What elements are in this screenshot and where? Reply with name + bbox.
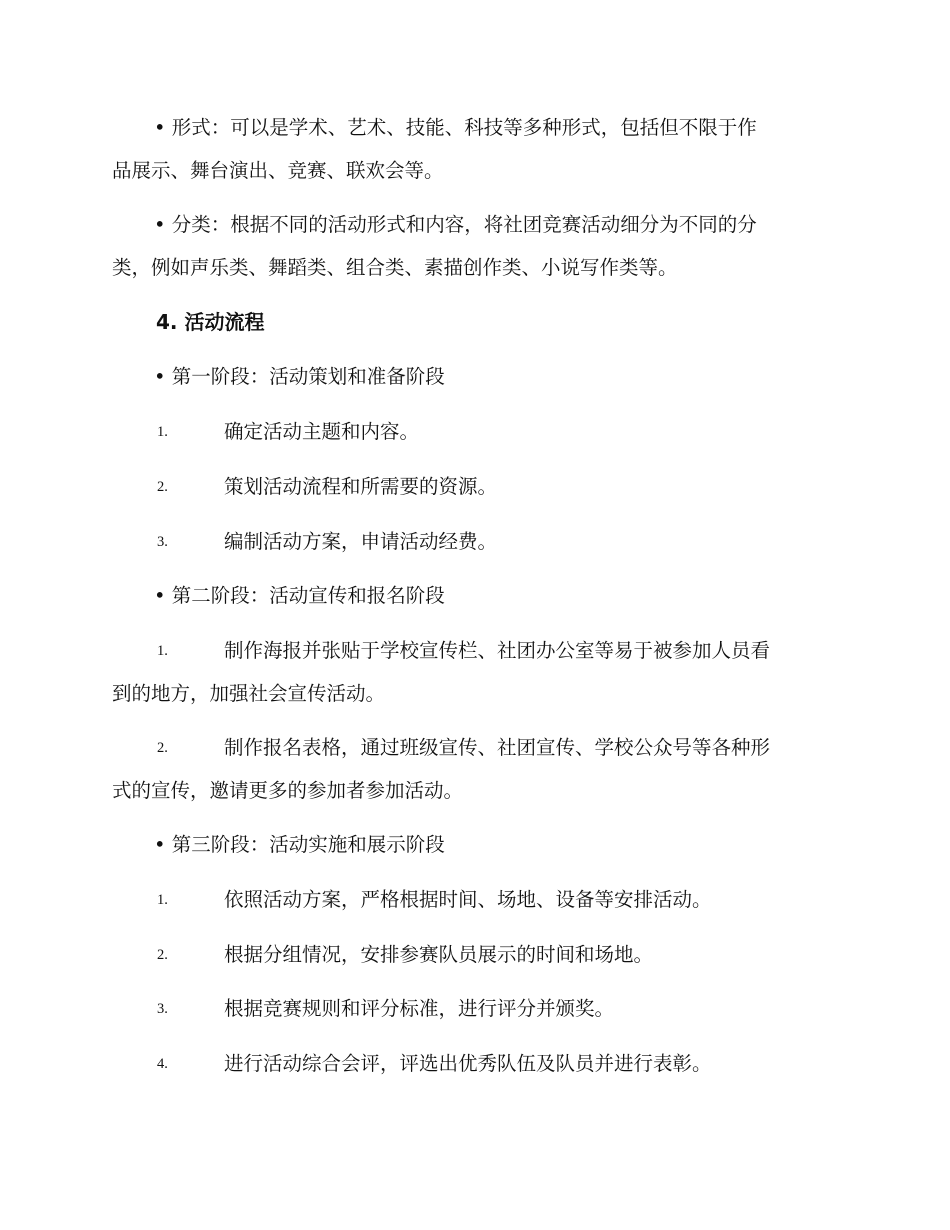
list-item-text: 制作海报并张贴于学校宣传栏、社团办公室等易于被参加人员看: [224, 639, 771, 662]
list-item-text: 依照活动方案，严格根据时间、场地、设备等安排活动。: [224, 888, 712, 911]
category-paragraph-line-2: 类，例如声乐类、舞蹈类、组合类、素描创作类、小说写作类等。: [112, 256, 678, 279]
stage1-title: • 第一阶段：活动策划和准备阶段: [154, 365, 445, 388]
list-item-text: 进行活动综合会评，评选出优秀队伍及队员并进行表彰。: [224, 1052, 712, 1075]
category-paragraph-line-1: • 分类：根据不同的活动形式和内容，将社团竞赛活动细分为不同的分: [154, 213, 757, 236]
stage3-title: • 第三阶段：活动实施和展示阶段: [154, 833, 445, 856]
list-item-continuation: 式的宣传，邀请更多的参加者参加活动。: [112, 779, 464, 802]
list-item-number: 2.: [157, 740, 168, 756]
list-item-number: 3.: [157, 534, 168, 550]
list-item-text: 根据竞赛规则和评分标准，进行评分并颁奖。: [224, 997, 615, 1020]
form-paragraph-line-1: • 形式：可以是学术、艺术、技能、科技等多种形式，包括但不限于作: [154, 116, 757, 139]
list-item-text: 确定活动主题和内容。: [224, 420, 420, 443]
stage2-title: • 第二阶段：活动宣传和报名阶段: [154, 584, 445, 607]
list-item-number: 1.: [157, 892, 168, 908]
list-item-number: 1.: [157, 424, 168, 440]
list-item-text: 策划活动流程和所需要的资源。: [224, 475, 498, 498]
list-item-number: 1.: [157, 643, 168, 659]
list-item-text: 根据分组情况，安排参赛队员展示的时间和场地。: [224, 943, 654, 966]
list-item-number: 4.: [157, 1056, 168, 1072]
list-item-number: 2.: [157, 947, 168, 963]
section-heading: 4. 活动流程: [156, 310, 265, 334]
list-item-text: 编制活动方案，申请活动经费。: [224, 530, 498, 553]
list-item-number: 3.: [157, 1001, 168, 1017]
list-item-number: 2.: [157, 479, 168, 495]
list-item-text: 制作报名表格，通过班级宣传、社团宣传、学校公众号等各种形: [224, 736, 771, 759]
form-paragraph-line-2: 品展示、舞台演出、竞赛、联欢会等。: [112, 159, 444, 182]
list-item-continuation: 到的地方，加强社会宣传活动。: [112, 682, 386, 705]
